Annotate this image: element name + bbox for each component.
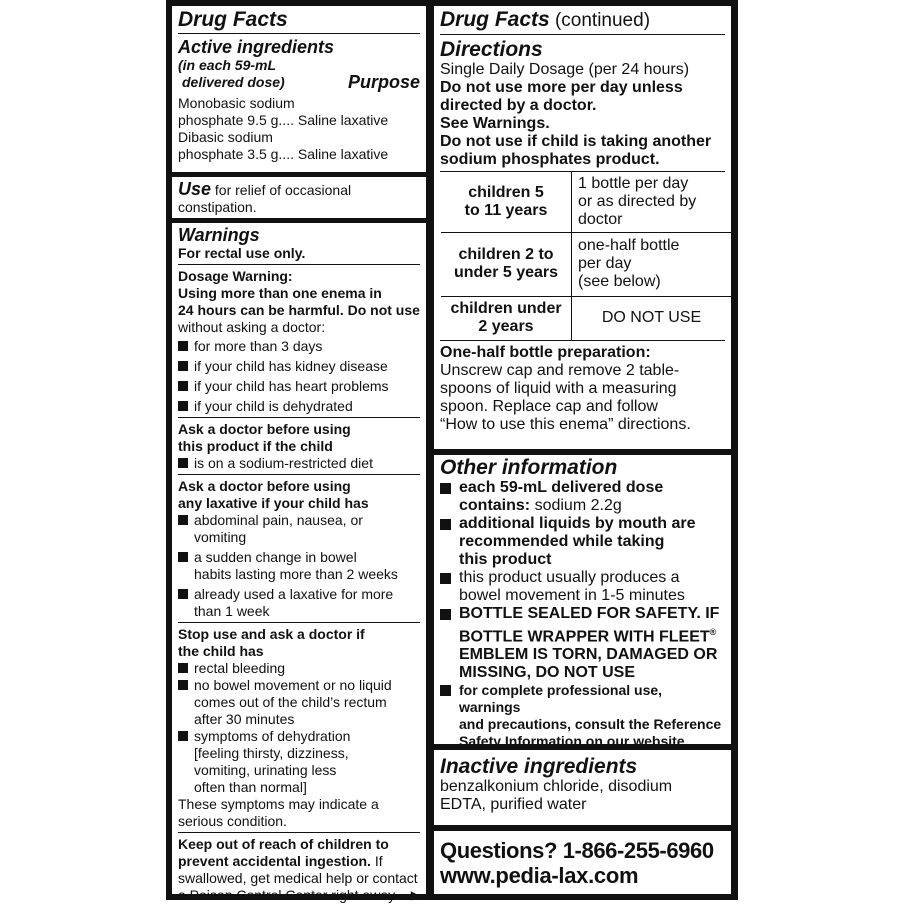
use-box	[172, 177, 426, 218]
website-link[interactable]: www.pedia-lax.com	[440, 863, 639, 888]
bullet-icon	[178, 458, 188, 468]
continued-label: (continued)	[549, 10, 651, 31]
warnings-heading: Warnings	[178, 225, 260, 245]
other-information-box	[434, 455, 731, 750]
table-row: children 5 to 11 years 1 bottle per day or as directed by doctor	[441, 172, 731, 232]
rectal-use: For rectal use only.	[178, 245, 306, 261]
inactive-ingredients-text: benzalkonium chloride, disodium EDTA, purified water	[440, 778, 673, 813]
bullet-icon	[178, 341, 188, 351]
questions-phone: Questions? 1-866-255-6960	[440, 838, 714, 863]
inactive-ingredients-box	[434, 750, 731, 825]
dose-note: (in each 59-mL delivered dose) Purpose	[178, 57, 420, 92]
bullet-icon	[178, 515, 188, 525]
drug-facts-continued-title: Drug Facts	[440, 8, 550, 31]
bullet-icon	[178, 361, 188, 371]
other-information-list: each 59-mL delivered dose contains: sodium 2.2g additional liquids by mouth are recommended while taking this product this product usually produces a bowel movement in 1-5 minutes BOTTLE SEALED FOR SAFETY. IF BOTTLE WRAPPER WITH FLEET® EMBLEM IS TORN, DAMAGED OR MISSING, DO NOT USE for complete professional use, warnings and precautions, consult the Reference Safety Information on our website	[440, 479, 725, 750]
directions-heading: Directions	[440, 38, 543, 61]
stop-use: Stop use and ask a doctor if the child has rectal bleeding no bowel movement or no liquid comes out of the child’s rectum after 30 minutes symptoms of dehydration [feeling thirsty, dizziness, vomiting, urinating less often than normal] These symptoms may indicate a serious condition.	[178, 626, 392, 829]
active-ingredients-heading: Active ingredients	[178, 37, 335, 57]
dosage-table	[441, 172, 731, 340]
questions-box	[434, 831, 731, 894]
ingredient-1-line1: Monobasic sodium	[178, 95, 295, 111]
bullet-icon	[178, 663, 188, 673]
dosage-bullets: for more than 3 days if your child has kidney disease if your child has heart problems if your child is dehydrated	[178, 338, 420, 415]
other-information-heading: Other information	[440, 456, 618, 479]
keep-out-of-reach: Keep out of reach of children to prevent accidental ingestion. If swallowed, get medical help or contact a Poison Control Center right away. ▶	[178, 836, 420, 903]
bullet-icon	[178, 552, 188, 562]
bullet-icon	[440, 573, 451, 584]
use-text-2: constipation.	[178, 199, 257, 215]
dosage-warning: Dosage Warning: Using more than one enema in 24 hours can be harmful. Do not use without asking a doctor:	[178, 268, 420, 335]
bullet-icon	[178, 381, 188, 391]
bullet-icon	[440, 685, 451, 696]
warnings-box	[172, 223, 426, 903]
use-text: for relief of occasional	[211, 182, 352, 198]
active-ingredients-box	[172, 6, 426, 172]
bullet-icon	[178, 680, 188, 690]
bullet-icon	[440, 609, 451, 620]
ingredient-list	[178, 95, 420, 163]
drug-facts-title: Drug Facts	[178, 8, 288, 31]
purpose-label: Purpose	[347, 72, 420, 92]
directions-box	[434, 6, 731, 449]
single-daily-dosage: Single Daily Dosage (per 24 hours)	[440, 61, 690, 78]
ingredient-1-line2: phosphate 9.5 g.... Saline laxative	[178, 112, 389, 128]
table-row: children under 2 years DO NOT USE	[441, 296, 731, 340]
bullet-icon	[178, 731, 188, 741]
continue-arrow-icon: ▶	[410, 888, 420, 902]
directions-warning: Do not use more per day unless directed by a doctor. See Warnings. Do not use if child is taking another sodium phosphates product.	[440, 79, 712, 168]
inactive-ingredients-heading: Inactive ingredients	[440, 755, 638, 778]
bullet-icon	[440, 483, 451, 494]
ingredient-2-line1: Dibasic sodium	[178, 129, 273, 145]
ask-doctor-sodium: Ask a doctor before using this product if the child is on a sodium-restricted diet	[178, 421, 373, 471]
table-row: children 2 to under 5 years one-half bottle per day (see below)	[441, 232, 731, 296]
half-bottle-preparation: One-half bottle preparation: Unscrew cap and remove 2 table- spoons of liquid with a measuring spoon. Replace cap and follow “How to use this enema” directions.	[440, 344, 691, 433]
ask-doctor-laxative: Ask a doctor before using any laxative if your child has abdominal pain, nausea, or vomiting a sudden change in bowel habits lasting more than 2 weeks already used a laxative for more than 1 week	[178, 478, 398, 619]
bullet-icon	[178, 589, 188, 599]
bullet-icon	[440, 519, 451, 530]
bullet-icon	[178, 401, 188, 411]
use-heading: Use	[178, 179, 212, 199]
ingredient-2-line2: phosphate 3.5 g.... Saline laxative	[178, 146, 389, 162]
